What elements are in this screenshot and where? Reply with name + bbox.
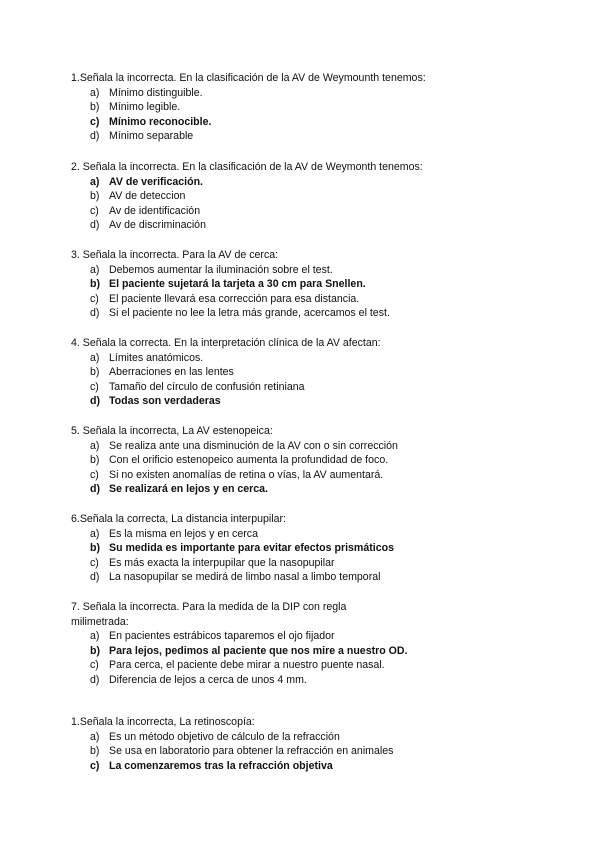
option-text: Para lejos, pedimos al paciente que nos mire a nuestro OD. [109,644,408,657]
question-8 [71,715,541,773]
option-text: La nasopupilar se medirá de limbo nasal a limbo temporal [109,571,381,584]
option-text: Av de discriminación [109,219,206,232]
option-b [71,453,541,468]
question-7 [71,600,408,688]
question-title: 6.Señala la correcta, La distancia interpupilar: [71,513,286,525]
question-title: 3. Señala la incorrecta. Para la AV de cerca: [71,249,279,261]
option-letter: a) [90,351,100,364]
option-list [71,629,408,687]
question-title: 7. Señala la incorrecta. Para la medida de la DIP con regla milimetrada: [71,601,347,628]
option-letter: d) [90,219,100,232]
option-a [71,351,541,366]
option-text: El paciente llevará esa corrección para esa distancia. [109,292,360,305]
question-title: 1.Señala la incorrecta. En la clasificación de la AV de Weymounth tenemos: [71,72,426,84]
option-text: Si no existen anomalías de retina o vías, la AV aumentará. [109,468,384,481]
option-letter: c) [90,292,99,305]
option-a [71,263,541,278]
question-5 [71,424,541,497]
option-text: Diferencia de lejos a cerca de unos 4 mm. [109,673,307,686]
question-6 [71,512,541,585]
option-letter: c) [90,468,99,481]
question-title: 1.Señala la incorrecta, La retinoscopía: [71,716,255,728]
option-text: AV de deteccion [109,190,186,203]
option-text: Av de identificación [109,204,201,217]
option-d [71,218,451,233]
option-list [71,263,541,321]
option-letter: b) [90,644,100,657]
option-list [71,86,451,144]
option-text: Mínimo reconocible. [109,115,212,128]
option-letter: d) [90,673,100,686]
option-letter: a) [90,263,100,276]
option-b [71,189,451,204]
option-letter: d) [90,130,100,143]
option-d [71,306,541,321]
option-letter: a) [90,175,100,188]
option-letter: c) [90,759,100,772]
option-c [71,468,541,483]
option-letter: a) [90,86,100,99]
option-text: Para cerca, el paciente debe mirar a nuestro puente nasal. [109,659,385,672]
option-letter: b) [90,454,100,467]
option-a [71,175,451,190]
option-b [71,744,541,759]
option-text: Todas son verdaderas [109,395,221,408]
option-text: En pacientes estrábicos taparemos el ojo fijador [109,630,335,643]
option-d [71,673,381,688]
option-list [71,175,451,233]
option-letter: c) [90,659,99,672]
option-text: Si el paciente no lee la letra más grande, acercamos el test. [109,307,390,320]
option-text: Se realizará en lejos y en cerca. [109,483,269,496]
option-letter: a) [90,439,100,452]
option-c [71,759,541,774]
option-text: Mínimo separable [109,130,194,143]
option-a [71,730,541,745]
option-letter: b) [90,542,100,555]
option-letter: c) [90,556,99,569]
option-letter: b) [90,366,100,379]
option-text: Mínimo legible. [109,101,181,114]
option-b [71,365,541,380]
question-title: 2. Señala la incorrecta. En la clasificación de la AV de Weymonth tenemos: [71,161,423,173]
option-letter: c) [90,204,99,217]
option-text: Se usa en laboratorio para obtener la refracción en animales [109,745,394,758]
option-letter: b) [90,101,100,114]
option-letter: d) [90,571,100,584]
question-title: 5. Señala la incorrecta, La AV estenopeica: [71,425,273,437]
option-b [71,541,541,556]
option-d [71,482,541,497]
option-a [71,86,451,101]
option-letter: d) [90,395,100,408]
option-letter: a) [90,730,100,743]
option-text: Aberraciones en las lentes [109,366,234,379]
option-text: Es la misma en lejos y en cerca [109,527,258,540]
question-4 [71,336,541,409]
option-letter: b) [90,745,100,758]
option-text: Mínimo distinguible. [109,86,203,99]
question-1 [71,71,451,144]
option-text: La comenzaremos tras la refracción objetiva [109,759,333,772]
option-letter: d) [90,483,100,496]
option-b [71,100,451,115]
option-c [71,115,451,130]
option-list [71,351,541,409]
option-d [71,129,451,144]
option-a [71,629,381,644]
option-letter: a) [90,630,100,643]
option-a [71,439,541,454]
option-list [71,439,541,497]
question-3 [71,248,541,321]
option-b [71,277,541,292]
question-2 [71,160,451,233]
option-text: Tamaño del círculo de confusión retiniana [109,380,305,393]
option-text: Es un método objetivo de cálculo de la refracción [109,730,340,743]
option-text: Su medida es importante para evitar efectos prismáticos [109,542,394,555]
option-text: El paciente sujetará la tarjeta a 30 cm para Snellen. [109,278,366,291]
option-letter: d) [90,307,100,320]
option-text: Con el orificio estenopeico aumenta la profundidad de foco. [109,454,389,467]
option-letter: b) [90,278,100,291]
option-list [71,527,541,585]
option-letter: a) [90,527,100,540]
option-d [71,570,541,585]
option-letter: c) [90,380,99,393]
question-title: 4. Señala la correcta. En la interpretación clínica de la AV afectan: [71,337,381,349]
option-c [71,204,451,219]
option-letter: c) [90,115,100,128]
option-text: AV de verificación. [109,175,204,188]
option-list [71,730,541,774]
option-letter: b) [90,190,100,203]
option-text: Límites anatómicos. [109,351,204,364]
option-a [71,527,541,542]
option-d [71,394,541,409]
option-text: Es más exacta la interpupilar que la nasopupilar [109,556,335,569]
option-c [71,658,385,673]
option-c [71,380,541,395]
option-c [71,556,541,571]
option-text: Debemos aumentar la iluminación sobre el test. [109,263,333,276]
option-b [71,644,408,659]
option-c [71,292,541,307]
option-text: Se realiza ante una disminución de la AV con o sin corrección [109,439,398,452]
